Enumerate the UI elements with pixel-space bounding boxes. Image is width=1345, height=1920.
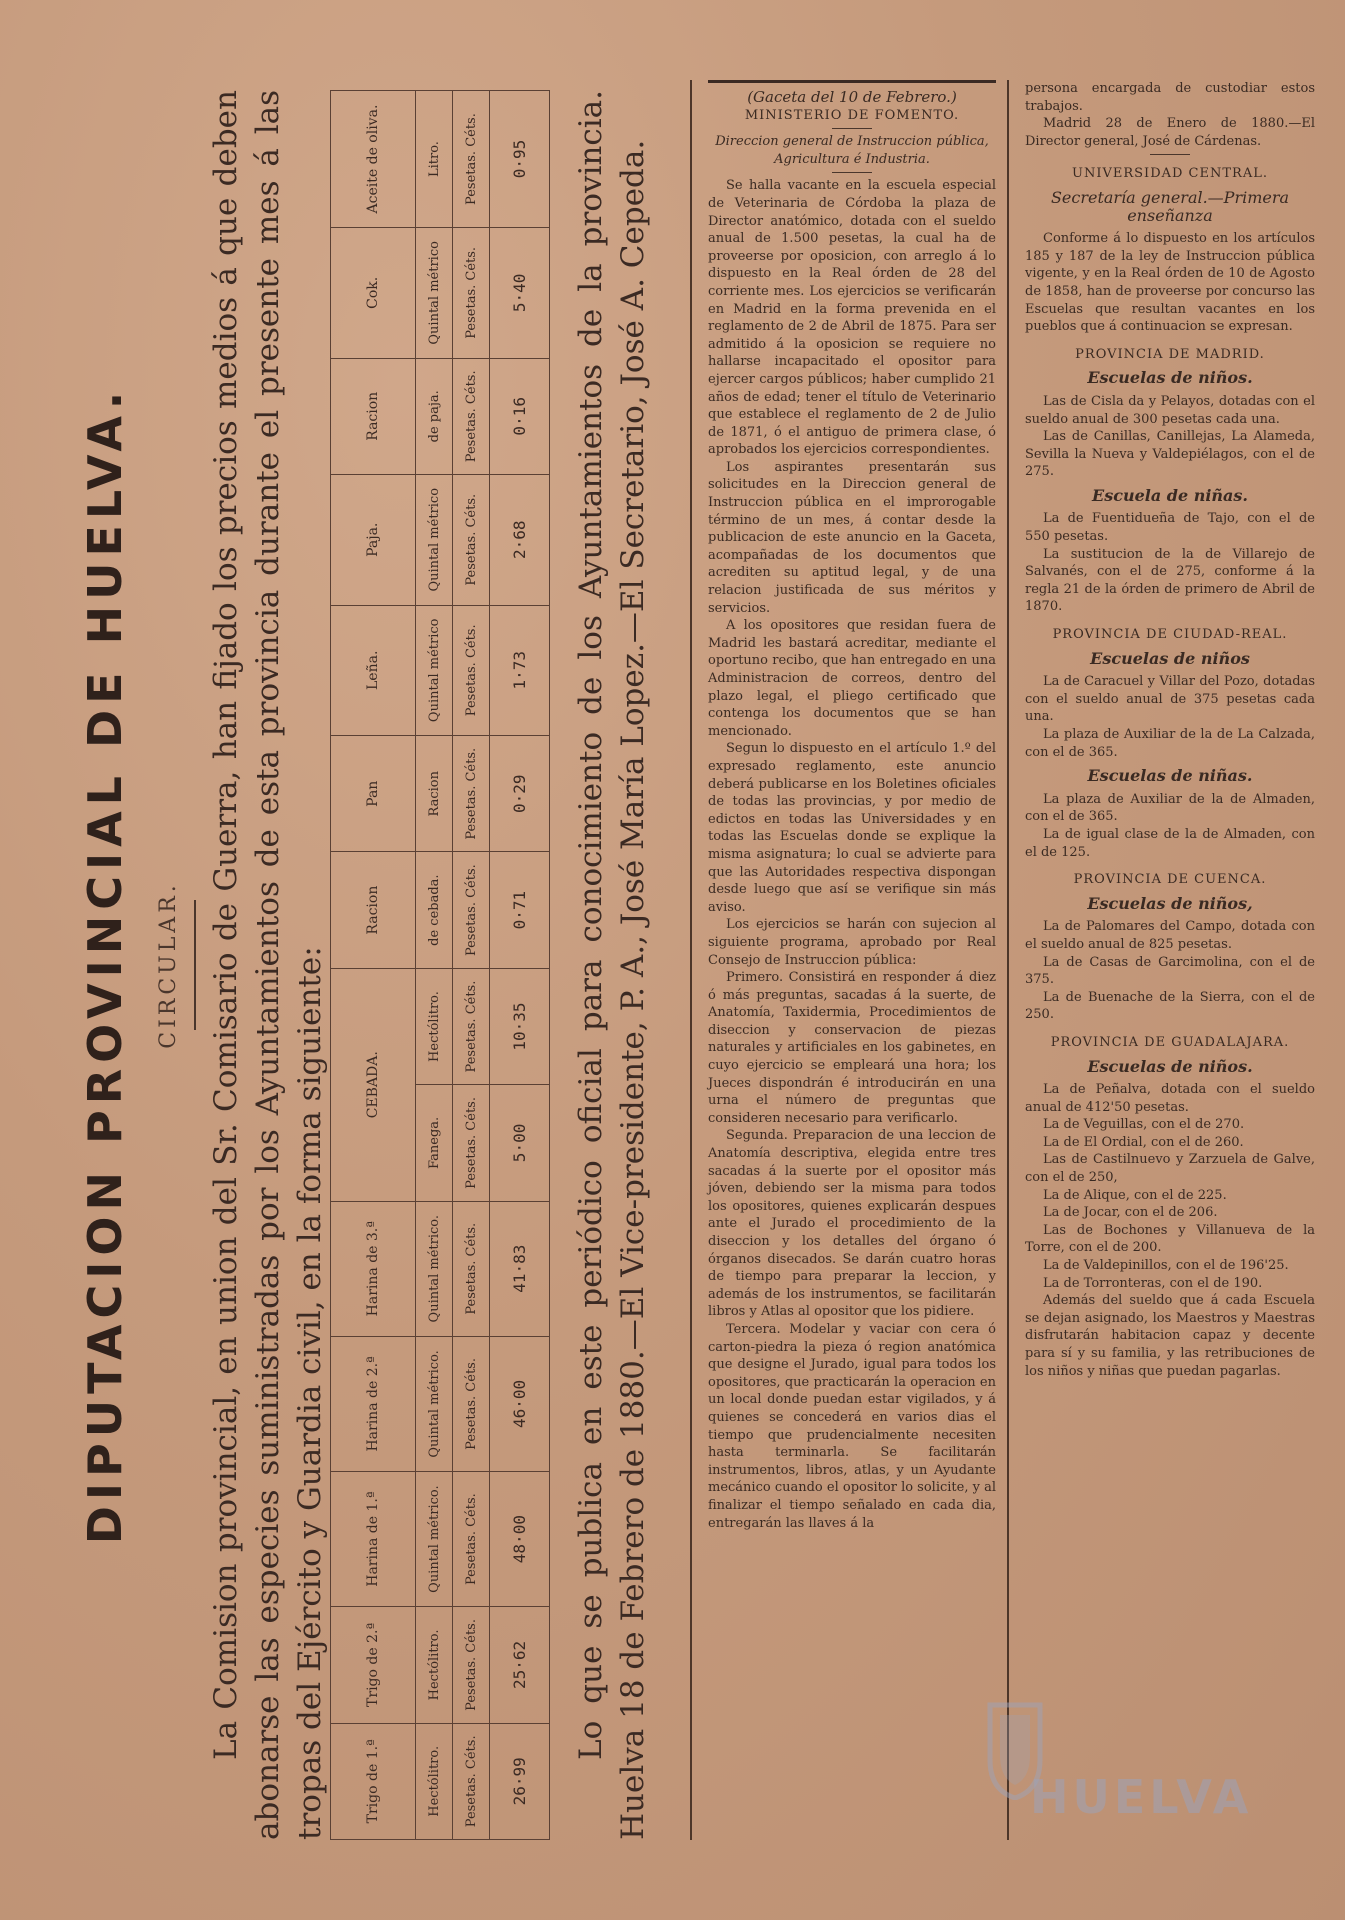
subtitle-rule	[194, 900, 196, 1030]
schools-heading: Escuelas de niños,	[1087, 893, 1253, 913]
col-money: Pesetas. Céts.	[453, 474, 490, 605]
col-money: Pesetas. Céts.	[453, 736, 490, 852]
list-item: La de igual clase de la de Almaden, con el de 125.	[1025, 826, 1315, 860]
col-unit: Quintal métrico	[416, 228, 453, 359]
column-fomento	[708, 80, 996, 1532]
col-unit: Quintal métrico.	[416, 1472, 453, 1607]
price-value: 0·71	[490, 852, 550, 968]
closing-paragraph: Lo que se publica en este periódico oficial para conocimiento de los Ayuntamientos de la provincia. Huelva 18 de Febrero de 1880.—El Vice-presidente, P. A., José María Lopez.—El Secretario, José A. Cepeda.	[573, 90, 651, 1840]
direction-heading: Direccion general de Instruccion pública, Agricultura é Industria.	[715, 134, 989, 167]
table-unit-row	[416, 91, 453, 1840]
col-unit: Litro.	[416, 91, 453, 228]
col-name: Trigo de 1.ª	[331, 1723, 416, 1839]
col-money: Pesetas. Céts.	[453, 1723, 490, 1839]
paragraph: Se halla vacante en la escuela especial de Veterinaria de Córdoba la plaza de Director anatómico, dotada con el sueldo anual de 1.500 pesetas, la cual ha de proveerse por oposicion, con arreglo á lo dispuesto en la Real órden de 28 del corriente mes. Los ejercicios se verificarán en Madrid en la forma prevenida en el reglamento de 2 de Abril de 1875. Para ser admitido á la oposicion se requiere no hallarse incapacitado el opositor para ejercer cargos públicos; haber cumplido 21 años de edad; tener el título de Veterinario que establece el reglamento de 2 de Julio de 1871, ó el antiguo de primera clase, ó aprobados los ejercicios correspondientes.	[708, 178, 996, 458]
col-name: Pan	[331, 736, 416, 852]
watermark-text: HUELVA	[1030, 1770, 1253, 1824]
col-money: Pesetas. Céts.	[453, 1607, 490, 1723]
list-item: La plaza de Auxiliar de la de La Calzada, con el de 365.	[1025, 727, 1315, 760]
col-money: Pesetas. Céts.	[453, 1201, 490, 1336]
col-unit: Hectólitro.	[416, 1723, 453, 1839]
separator	[832, 128, 872, 129]
col-name-cebada: CEBADA.	[331, 968, 416, 1201]
price-value: 1·73	[490, 605, 550, 736]
price-value: 5·00	[490, 1085, 550, 1201]
col-money: Pesetas. Céts.	[453, 968, 490, 1084]
col-unit: Quintal métrico	[416, 474, 453, 605]
schools-heading: Escuelas de niñas.	[1087, 766, 1253, 786]
list-item: La de El Ordial, con el de 260.	[1043, 1134, 1244, 1150]
price-value: 41·83	[490, 1201, 550, 1336]
col-name: Racion	[331, 852, 416, 968]
col-unit: de cebada.	[416, 852, 453, 968]
column-universidad	[1025, 80, 1315, 1380]
col-unit: de paja.	[416, 358, 453, 474]
price-value: 48·00	[490, 1472, 550, 1607]
col-name: Leña.	[331, 605, 416, 736]
list-item: La de Casas de Garcimolina, con el de 375.	[1025, 954, 1315, 988]
price-value: 0·29	[490, 736, 550, 852]
col-unit: Quintal métrico.	[416, 1336, 453, 1471]
column-divider	[1007, 80, 1009, 1840]
province-heading: PROVINCIA DE MADRID.	[1075, 346, 1265, 362]
col-name: Cok.	[331, 228, 416, 359]
paragraph: Segunda. Preparacion de una leccion de Anatomía descriptiva, elegida entre tres sacadas á la suerte por el opositor más jóven, debiendo ser la misma para todos los opositores, quienes explicarán despues ante el Jurado el procedimiento de la diseccion y los detalles del órgano ó órganos disecados. Se darán cuatro horas de tiempo para preparar la leccion, y además de los instrumentos, se facilitarán libros y Atlas al opositor que los pidiere.	[708, 1128, 996, 1320]
list-item: La de Peñalva, dotada con el sueldo anual de 412'50 pesetas.	[1025, 1082, 1315, 1115]
col-unit: Racion	[416, 736, 453, 852]
col-name: Harina de 3.ª	[331, 1201, 416, 1336]
prices-table-wrap	[330, 90, 550, 1840]
col-money: Pesetas. Céts.	[453, 1472, 490, 1607]
paragraph: Los ejercicios se harán con sujecion al siguiente programa, aprobado por Real Consejo de Instruccion pública:	[708, 917, 996, 968]
price-value: 0·95	[490, 91, 550, 228]
province-heading: PROVINCIA DE CUENCA.	[1073, 872, 1267, 888]
table-header-row	[331, 91, 416, 1840]
paragraph: Además del sueldo que á cada Escuela se dejan asignado, los Maestros y Maestras disfrutarán habitacion capaz y decente para sí y su familia, y las retribuciones de los niños y niñas que puedan pagarlas.	[1025, 1293, 1315, 1379]
col-name: Harina de 2.ª	[331, 1336, 416, 1471]
circular-subtitle: CIRCULAR.	[156, 881, 181, 1049]
col-name: Aceite de oliva.	[331, 91, 416, 228]
col-unit: Hectólitro.	[416, 968, 453, 1084]
col-money: Pesetas. Céts.	[453, 91, 490, 228]
list-item: Las de Canillas, Canillejas, La Alameda, Sevilla la Nueva y Valdepiélagos, con el de 275.	[1025, 429, 1315, 480]
paragraph: Segun lo dispuesto en el artículo 1.º del expresado reglamento, este anuncio deberá publicarse en los Boletines oficiales de todas las provincias, y por medio de edictos en todas las Universidades y en todas las Escuelas donde se explique la misma asignatura; lo cual se advierte para que las Autoridades respectiva dispongan desde luego que así se verifique sin más aviso.	[708, 741, 996, 915]
list-item: La plaza de Auxiliar de la de Almaden, con el de 365.	[1025, 791, 1315, 825]
col-name: Harina de 1.ª	[331, 1472, 416, 1607]
paragraph: persona encargada de custodiar estos trabajos.	[1025, 81, 1315, 114]
list-item: La de Jocar, con el de 206.	[1043, 1205, 1218, 1221]
col-unit: Quintal métrico.	[416, 1201, 453, 1336]
list-item: Las de Castilnuevo y Zarzuela de Galve, con el de 250,	[1025, 1152, 1315, 1186]
col-unit: Quintal métrico	[416, 605, 453, 736]
page-title: DIPUTACION PROVINCIAL DE HUELVA.	[78, 385, 132, 1545]
col-money: Pesetas. Céts.	[453, 1085, 490, 1201]
list-item: La sustitucion de la de Villarejo de Salvanés, con el de 275, conforme á la regla 21 de la órden de primero de Abril de 1870.	[1025, 546, 1315, 615]
col-money: Pesetas. Céts.	[453, 228, 490, 359]
col-money: Pesetas. Céts.	[453, 852, 490, 968]
list-item: Las de Bochones y Villanueva de la Torre, con el de 200.	[1025, 1222, 1315, 1256]
list-item: La de Veguillas, con el de 270.	[1043, 1117, 1245, 1133]
price-value: 10·35	[490, 968, 550, 1084]
prices-table	[330, 90, 550, 1840]
table-value-row	[490, 91, 550, 1840]
col-money: Pesetas. Céts.	[453, 605, 490, 736]
schools-heading: Escuela de niñas.	[1092, 485, 1248, 505]
schools-heading: Escuelas de niños.	[1087, 1056, 1253, 1076]
separator	[1150, 154, 1190, 155]
schools-heading: Escuelas de niños.	[1087, 368, 1253, 388]
list-item: La de Valdepinillos, con el de 196'25.	[1043, 1258, 1289, 1274]
col-unit: Hectólitro.	[416, 1607, 453, 1723]
paragraph: Los aspirantes presentarán sus solicitudes en la Direccion general de Instruccion pública en el improrogable término de un mes, á contar desde la publicacion de este anuncio en la Gaceta, acompañadas de los documentos que acrediten su aptitud legal, y de una relacion justificada de sus méritos y servicios.	[708, 459, 996, 616]
signature-date: Madrid 28 de Enero de 1880.—El Director general, José de Cárdenas.	[1025, 116, 1315, 149]
price-value: 5·40	[490, 228, 550, 359]
list-item: Las de Cisla da y Pelayos, dotadas con el sueldo anual de 300 pesetas cada una.	[1025, 393, 1315, 427]
intro-paragraph: La Comision provincial, en union del Sr. Comisario de Guerra, han fijado los precios medios á que deben abonarse las especies suministradas por los Ayuntamientos de esta provincia durante el presente mes á las tropas del Ejército y Guardia civil, en la forma siguiente:	[208, 90, 328, 1840]
price-value: 0·16	[490, 358, 550, 474]
price-value: 2·68	[490, 474, 550, 605]
price-value: 26·99	[490, 1723, 550, 1839]
paragraph: Primero. Consistirá en responder á diez ó más preguntas, sacadas á la suerte, de Anatomía, Taxidermia, Procedimientos de diseccion y conservacion de piezas naturales y artificiales en los gabinetes, en cuyo ejercicio se empleará una hora; los Jueces dispondrán é introducirán en una urna el número de preguntas que consideren necesario para verificarlo.	[708, 970, 996, 1126]
list-item: La de Buenache de la Sierra, con el de 250.	[1025, 989, 1315, 1023]
list-item: La de Caracuel y Villar del Pozo, dotadas con el sueldo anual de 375 pesetas cada una.	[1025, 674, 1315, 725]
separator	[832, 172, 872, 173]
list-item: La de Torronteras, con el de 190.	[1043, 1275, 1263, 1291]
column-divider	[690, 80, 692, 1840]
schools-heading: Escuelas de niños	[1090, 648, 1250, 668]
column-top-rule	[708, 80, 996, 83]
ministry-heading: MINISTERIO DE FOMENTO.	[744, 107, 960, 123]
paragraph: Conforme á lo dispuesto en los artículos 185 y 187 de la ley de Instruccion pública vigente, y en la Real órden de 10 de Agosto de 1858, han de proveerse por concurso las Escuelas que resultan vacantes en los pueblos que á continuacion se expresan.	[1025, 231, 1315, 335]
gazette-date: (Gaceta del 10 de Febrero.)	[747, 88, 957, 106]
university-heading: UNIVERSIDAD CENTRAL.	[1072, 166, 1268, 182]
table-money-row	[453, 91, 490, 1840]
price-value: 25·62	[490, 1607, 550, 1723]
list-item: La de Palomares del Campo, dotada con el sueldo anual de 825 pesetas.	[1025, 919, 1315, 952]
col-money: Pesetas. Céts.	[453, 358, 490, 474]
rotated-circular-section	[70, 70, 680, 1860]
col-name: Paja.	[331, 474, 416, 605]
province-heading: PROVINCIA DE GUADALAJARA.	[1050, 1034, 1290, 1050]
col-unit: Fanega.	[416, 1085, 453, 1201]
province-heading: PROVINCIA DE CIUDAD-REAL.	[1052, 627, 1288, 643]
col-name: Trigo de 2.ª	[331, 1607, 416, 1723]
col-name: Racion	[331, 358, 416, 474]
col-money: Pesetas. Céts.	[453, 1336, 490, 1471]
paragraph: A los opositores que residan fuera de Madrid les bastará acreditar, mediante el oportuno recibo, que han entregado en una Administracion de correos, dentro del plazo legal, el pliego certificado que contenga los documentos que se han mencionado.	[708, 618, 996, 739]
paragraph: Tercera. Modelar y vaciar con cera ó carton-piedra la pieza ó region anatómica que designe el Jurado, igual para todos los opositores, que practicarán la operacion en un local donde puedan estar vigilados, y á quienes se concederá en varios dias el tiempo que prudencialmente necesiten hasta terminarla. Se facilitarán instrumentos, libros, atlas, y un Ayudante mecánico cuando el opositor lo solicite, y al finalizar el tiempo señalado en cada dia, entregarán las llaves á la	[708, 1321, 996, 1531]
list-item: La de Fuentidueña de Tajo, con el de 550 pesetas.	[1025, 511, 1315, 545]
list-item: La de Alique, con el de 225.	[1043, 1187, 1227, 1203]
price-value: 46·00	[490, 1336, 550, 1471]
secretaria-heading: Secretaría general.—Primera enseñanza	[1050, 187, 1290, 225]
